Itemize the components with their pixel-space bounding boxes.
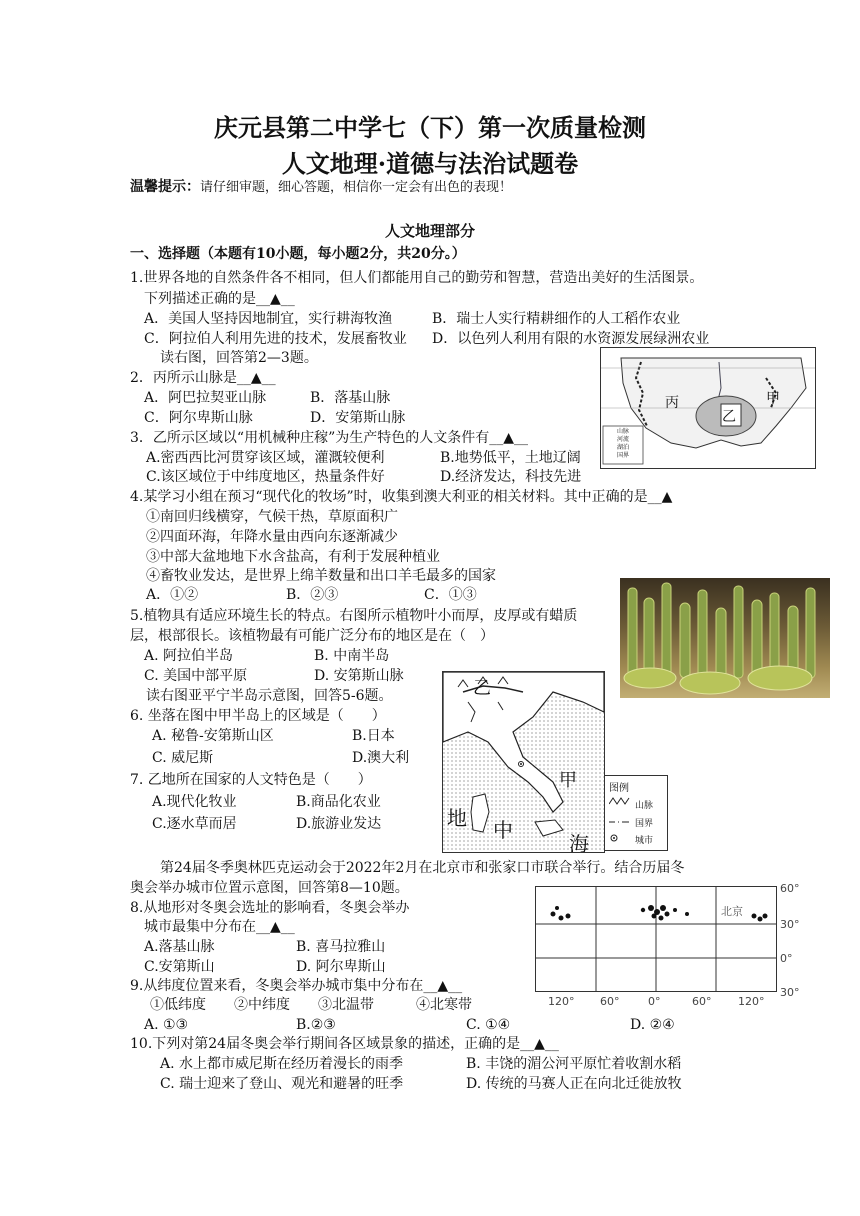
italy-legend-city: 城市 (635, 836, 654, 846)
q4-option-c: C．①③ (424, 587, 477, 603)
olympics-map (535, 886, 777, 992)
usa-legend-river: 河流 (617, 436, 630, 443)
q10-option-b: B. 丰饶的湄公河平原忙着收割水稻 (466, 1056, 682, 1072)
q4-stem: 4.某学习小组在预习“现代化的牧场”时，收集到澳大利亚的相关材料。其中正确的是__▲ (130, 489, 673, 505)
page-subtitle: 人文地理·道德与法治试题卷 (281, 149, 579, 178)
q2-option-a: A．阿巴拉契亚山脉 (144, 390, 267, 406)
lon-label-60w: 60° (600, 995, 620, 1008)
beijing-label: 北京 (721, 905, 743, 918)
q4-option-b: B．②③ (286, 587, 339, 603)
label-bing: 丙 (665, 395, 679, 411)
italy-legend (604, 775, 668, 851)
italy-map-drawing (443, 672, 604, 852)
label-jia: 甲 (766, 391, 780, 407)
q1-option-c: C．阿拉伯人利用先进的技术，发展畜牧业 (144, 331, 407, 347)
q8-stem-2: 城市最集中分布在__▲__ (144, 919, 295, 935)
q5-option-c: C. 美国中部平原 (144, 668, 248, 684)
italy-label-hai: 海 (569, 832, 589, 853)
q1-option-d: D．以色列人利用有限的水资源发展绿洲农业 (432, 331, 710, 347)
lat-label-30n: 30° (780, 918, 800, 931)
italy-map (442, 671, 605, 853)
q8-option-a: A.落基山脉 (144, 939, 215, 955)
italy-label-zhong: 中 (493, 818, 513, 842)
italy-label-yi: 乙 (473, 678, 491, 699)
usa-legend-mountain: 山脉 (617, 428, 630, 435)
tip-label: 温馨提示： (130, 179, 200, 195)
usa-map (600, 347, 816, 469)
q6-option-d: D.澳大利 (352, 750, 410, 766)
read-5-6: 读右图亚平宁半岛示意图，回答5-6题。 (146, 688, 393, 704)
q9-option-d: D. ②④ (630, 1017, 675, 1033)
lon-label-60e: 60° (692, 995, 712, 1008)
q5-stem: 5.植物具有适应环境生长的特点。右图所示植物叶小而厚，皮厚或有蜡质 (130, 608, 578, 624)
q8-option-b: B. 喜马拉雅山 (296, 939, 386, 955)
q5-option-a: A. 阿拉伯半岛 (144, 648, 234, 664)
italy-legend-symbols (609, 796, 631, 844)
q6-option-c: C. 威尼斯 (152, 750, 214, 766)
italy-legend-mountain: 山脉 (635, 801, 654, 811)
cactus-photo (620, 578, 830, 698)
q9-option-b: B.②③ (296, 1017, 336, 1033)
q7-stem: 7. 乙地所在国家的人文特色是（ ） (130, 772, 372, 788)
italy-legend-title: 图例 (609, 783, 629, 794)
intro-8-10: 第24届冬季奥林匹克运动会于2022年2月在北京市和张家口市联合举行。结合历届冬 (160, 860, 685, 876)
lon-label-0: 0° (648, 995, 661, 1008)
q5-option-d: D. 安第斯山脉 (314, 668, 404, 684)
q4-item-4: ④畜牧业发达，是世界上绵羊数量和出口羊毛最多的国家 (146, 568, 496, 584)
usa-legend-lake: 湖泊 (617, 444, 630, 451)
q2-stem: 2．丙所示山脉是__▲__ (130, 370, 276, 386)
q9-option-c: C. ①④ (466, 1017, 511, 1033)
usa-map-drawing (601, 348, 815, 468)
usa-legend-border: 国界 (617, 452, 630, 459)
lon-label-120e: 120° (738, 995, 765, 1008)
q1-stem-2: 下列描述正确的是__▲__ (144, 291, 295, 307)
q8-option-c: C.安第斯山 (144, 959, 215, 975)
q3-option-b: B.地势低平，土地辽阔 (440, 450, 581, 466)
read-2-3: 读右图，回答第2—3题。 (160, 350, 318, 366)
q7-option-c: C.逐水草而居 (152, 816, 237, 832)
q2-option-b: B．落基山脉 (310, 390, 391, 406)
q7-option-b: B.商品化农业 (296, 794, 381, 810)
tip-text: 请仔细审题，细心答题，相信你一定会有出色的表现！ (200, 180, 513, 195)
q4-option-a: A．①② (146, 587, 199, 603)
q3-stem: 3．乙所示区域以“用机械种庄稼”为生产特色的人文条件有__▲__ (130, 430, 528, 446)
q2-option-d: D．安第斯山脉 (310, 410, 406, 426)
q9-stem: 9.从纬度位置来看，冬奥会举办城市集中分布在__▲__ (130, 978, 463, 994)
q4-item-3: ③中部大盆地地下水含盐高，有利于发展种植业 (146, 549, 440, 565)
q9-option-a: A. ①③ (144, 1017, 189, 1033)
italy-legend-border: 国界 (635, 819, 654, 829)
part-heading: 一、选择题（本题有10小题，每小题2分，共20分。） (130, 246, 466, 262)
q5-option-b: B. 中南半岛 (314, 648, 390, 664)
intro-8-10-2: 奥会举办城市位置示意图，回答第8—10题。 (130, 880, 409, 896)
page-title: 庆元县第二中学七（下）第一次质量检测 (214, 113, 646, 142)
olympics-map-drawing (535, 886, 777, 992)
q10-option-c: C. 瑞士迎来了登山、观光和避暑的旺季 (160, 1076, 404, 1092)
q6-stem: 6. 坐落在图中甲半岛上的区域是（ ） (130, 708, 386, 724)
q2-option-c: C．阿尔卑斯山脉 (144, 410, 253, 426)
q7-option-a: A.现代化牧业 (152, 794, 237, 810)
q1-option-a: A．美国人坚持因地制宜，实行耕海牧渔 (144, 311, 393, 327)
q1-stem: 1.世界各地的自然条件各不相同，但人们都能用自己的勤劳和智慧，营造出美好的生活图景。 (130, 270, 704, 286)
q8-option-d: D. 阿尔卑斯山 (296, 959, 386, 975)
q4-item-2: ②四面环海，年降水量由西向东逐渐减少 (146, 529, 398, 545)
q6-option-a: A. 秘鲁-安第斯山区 (152, 728, 274, 744)
lon-label-120w: 120° (548, 995, 575, 1008)
usa-legend (617, 428, 629, 460)
q10-option-a: A. 水上都市威尼斯在经历着漫长的雨季 (160, 1056, 404, 1072)
cactus-drawing (620, 578, 830, 698)
q4-item-1: ①南回归线横穿，气候干热，草原面积广 (146, 509, 398, 525)
section-title: 人文地理部分 (384, 222, 475, 240)
lat-label-0: 0° (780, 952, 793, 965)
lat-label-30s: 30° (780, 986, 800, 999)
label-yi: 乙 (722, 409, 736, 425)
q3-option-a: A.密西西比河贯穿该区域，灌溉较便利 (146, 450, 385, 466)
tip (130, 176, 512, 196)
q1-option-b: B．瑞士人实行精耕细作的人工稻作农业 (432, 311, 681, 327)
q7-option-d: D.旅游业发达 (296, 816, 382, 832)
q3-option-c: C.该区域位于中纬度地区，热量条件好 (146, 469, 385, 485)
q3-option-d: D.经济发达，科技先进 (440, 469, 582, 485)
q10-option-d: D. 传统的马赛人正在向北迁徙放牧 (466, 1076, 682, 1092)
q6-option-b: B.日本 (352, 728, 395, 744)
italy-label-jia: 甲 (559, 770, 577, 791)
q8-stem: 8.从地形对冬奥会选址的影响看，冬奥会举办 (130, 900, 410, 916)
q9-items: ①低纬度 ②中纬度 ③北温带 ④北寒带 (150, 997, 472, 1013)
lat-label-60: 60° (780, 882, 800, 895)
italy-label-di: 地 (447, 806, 467, 830)
q10-stem: 10.下列对第24届冬奥会举行期间各区域景象的描述，正确的是__▲__ (130, 1036, 559, 1052)
q5-stem-2: 层，根部很长。该植物最有可能广泛分布的地区是在（ ） (130, 628, 494, 644)
